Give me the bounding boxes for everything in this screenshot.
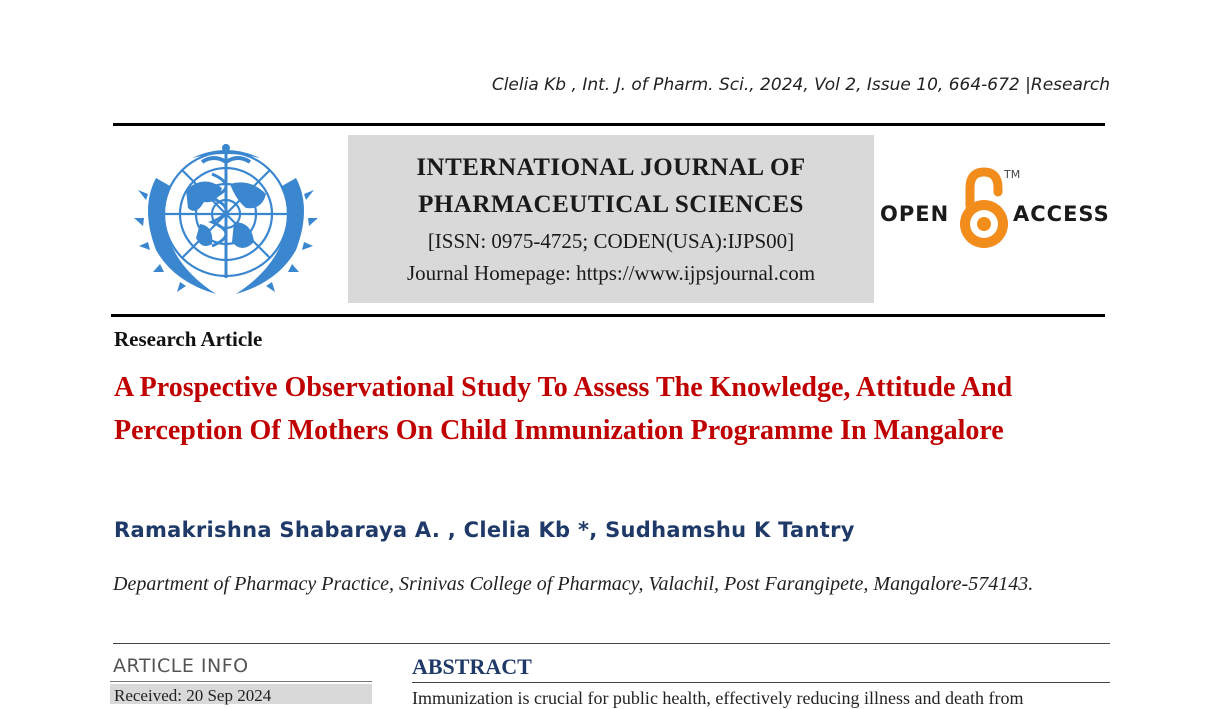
abstract-rule bbox=[412, 682, 1110, 683]
open-access-badge bbox=[880, 166, 1110, 256]
un-emblem-icon bbox=[126, 138, 326, 306]
author-affiliation: Department of Pharmacy Practice, Srinivas College of Pharmacy, Valachil, Post Farangipete, Mangalore-574143. bbox=[113, 573, 1034, 595]
article-type: Research Article bbox=[114, 327, 263, 351]
section-divider bbox=[113, 643, 1110, 644]
open-access-open-label: OPEN bbox=[880, 202, 950, 226]
journal-name-line2: PHARMACEUTICAL SCIENCES bbox=[418, 191, 804, 218]
journal-issn: [ISSN: 0975-4725; CODEN(USA):IJPS00] bbox=[427, 229, 795, 253]
received-date: Received: 20 Sep 2024 bbox=[114, 686, 272, 705]
abstract-heading: ABSTRACT bbox=[412, 654, 532, 679]
open-access-access-label: ACCESS bbox=[1013, 202, 1110, 226]
abstract-text: Immunization is crucial for public health, effectively reducing illness and death from bbox=[412, 688, 1024, 708]
un-emblem-logo bbox=[126, 138, 326, 306]
journal-homepage: Journal Homepage: https://www.ijpsjournal.com bbox=[406, 261, 816, 285]
article-title: A Prospective Observational Study To Assess The Knowledge, Attitude And Perception Of Mothers On Child Immunization Programme In Mangalore bbox=[114, 372, 1013, 446]
header-rule-top bbox=[113, 123, 1105, 126]
journal-header-box bbox=[348, 135, 874, 303]
journal-name-line1: INTERNATIONAL JOURNAL OF bbox=[416, 154, 806, 181]
article-info-rule bbox=[110, 681, 372, 682]
journal-citation: Clelia Kb , Int. J. of Pharm. Sci., 2024, Vol 2, Issue 10, 664-672 |Research bbox=[491, 75, 1110, 95]
trademark-label: TM bbox=[1004, 168, 1021, 181]
header-rule-bottom bbox=[111, 314, 1105, 317]
article-authors: Ramakrishna Shabaraya A. , Clelia Kb *, Sudhamshu K Tantry bbox=[114, 518, 855, 542]
article-info-heading: ARTICLE INFO bbox=[113, 655, 249, 677]
journal-name bbox=[348, 149, 874, 223]
